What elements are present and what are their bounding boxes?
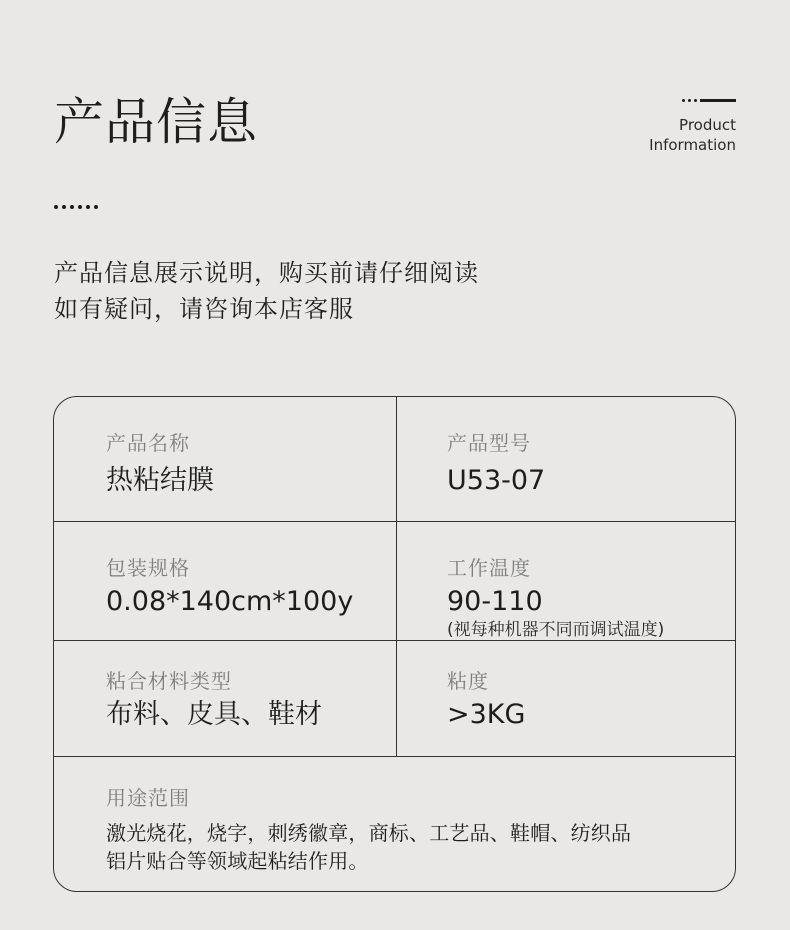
dot-1 xyxy=(54,205,58,209)
product-model-cell xyxy=(397,397,736,521)
decoration-dot-1 xyxy=(682,99,685,102)
decoration-dot-2 xyxy=(688,99,691,102)
dot-5 xyxy=(86,205,90,209)
product-model-label: 产品型号 xyxy=(447,431,531,455)
english-title xyxy=(649,115,736,155)
english-title-decoration xyxy=(676,99,736,102)
adhesive-material-type-cell xyxy=(54,641,397,756)
table-row-1 xyxy=(54,397,735,521)
usage-line-2: 铝片贴合等领域起粘结作用。 xyxy=(106,849,369,873)
english-title-line-2: Information xyxy=(649,136,736,154)
dot-4 xyxy=(78,205,82,209)
usage-cell xyxy=(54,757,735,892)
table-row-2 xyxy=(54,521,735,640)
dot-3 xyxy=(70,205,74,209)
page-title: 产品信息 xyxy=(54,93,258,151)
english-title-line-1: Product xyxy=(679,116,736,134)
package-spec-cell xyxy=(54,522,397,640)
table-row-4 xyxy=(54,756,735,892)
viscosity-cell xyxy=(397,641,736,756)
decoration-dot-3 xyxy=(694,99,697,102)
dot-2 xyxy=(62,205,66,209)
intro-line-1: 产品信息展示说明，购买前请仔细阅读 xyxy=(54,259,479,287)
title-dots-decoration xyxy=(54,205,98,211)
usage-label: 用途范围 xyxy=(106,786,190,810)
decoration-bar xyxy=(700,99,736,102)
adhesive-material-type-label: 粘合材料类型 xyxy=(106,669,232,693)
intro-text xyxy=(54,255,479,327)
usage-line-1: 激光烧花，烧字，刺绣徽章，商标、工艺品、鞋帽、纺织品 xyxy=(106,821,632,845)
table-row-3 xyxy=(54,640,735,756)
viscosity-value: >3KG xyxy=(447,699,526,730)
product-model-value: U53-07 xyxy=(447,465,546,496)
working-temperature-label: 工作温度 xyxy=(447,556,531,580)
working-temperature-note: (视每种机器不同而调试温度) xyxy=(447,620,665,640)
dot-6 xyxy=(94,205,98,209)
product-name-cell xyxy=(54,397,397,521)
viscosity-label: 粘度 xyxy=(447,669,489,693)
product-name-label: 产品名称 xyxy=(106,431,190,455)
adhesive-material-type-value: 布料、皮具、鞋材 xyxy=(106,699,322,730)
working-temperature-value: 90-110 xyxy=(447,586,543,617)
package-spec-label: 包装规格 xyxy=(106,556,190,580)
english-title-mark xyxy=(616,95,736,157)
intro-line-2: 如有疑问，请咨询本店客服 xyxy=(54,295,354,323)
working-temperature-cell xyxy=(397,522,736,640)
package-spec-value: 0.08*140cm*100y xyxy=(106,586,354,617)
usage-text xyxy=(106,819,631,875)
product-name-value: 热粘结膜 xyxy=(106,465,214,496)
product-info-table xyxy=(53,396,736,892)
